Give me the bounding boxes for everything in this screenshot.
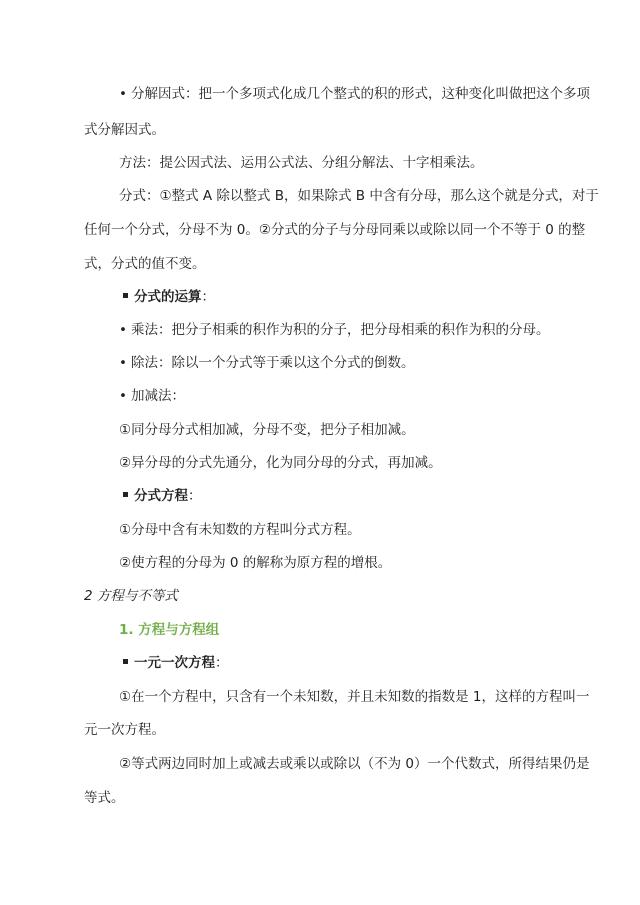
heading-fraction-operations: 分式的运算： xyxy=(123,287,215,307)
linear-equation-rule-2-line1: ②等式两边同时加上或减去或乘以或除以（不为 0）一个代数式，所得结果仍是 xyxy=(119,756,590,772)
heading-linear-equation: 一元一次方程： xyxy=(123,653,229,673)
fraction-paragraph-line3: 式，分式的值不变。 xyxy=(84,256,206,272)
division-item: • 除法：除以一个分式等于乘以这个分式的倒数。 xyxy=(119,355,415,371)
fraction-paragraph-line2: 任何一个分式，分母不为 0。②分式的分子与分母同乘以或除以同一个不等于 0 的整 xyxy=(84,222,586,238)
fraction-equation-rule-1: ①分母中含有未知数的方程叫分式方程。 xyxy=(119,522,361,538)
square-bullet-icon xyxy=(123,659,128,664)
bullet-icon: • xyxy=(119,86,127,102)
subsection-heading-equations: 1. 方程与方程组 xyxy=(119,622,220,638)
bullet-icon: • xyxy=(119,355,127,371)
multiplication-item: • 乘法：把分子相乘的积作为积的分子，把分母相乘的积作为积的分母。 xyxy=(119,322,550,338)
square-bullet-icon xyxy=(123,293,128,298)
linear-equation-rule-1-line1: ①在一个方程中，只含有一个未知数，并且未知数的指数是 1，这样的方程叫一 xyxy=(119,689,590,705)
factorization-paragraph-line1: • 分解因式：把一个多项式化成几个整式的积的形式，这种变化叫做把这个多项 xyxy=(119,86,590,102)
fraction-paragraph-line1: 分式：①整式 A 除以整式 B，如果除式 B 中含有分母，那么这个就是分式，对于 xyxy=(119,188,599,204)
addition-rule-1: ①同分母分式相加减，分母不变，把分子相加减。 xyxy=(119,422,415,438)
bullet-icon: • xyxy=(119,388,127,404)
section-heading-equations-inequalities: 2 方程与不等式 xyxy=(84,588,178,604)
fraction-equation-rule-2: ②使方程的分母为 0 的解称为原方程的增根。 xyxy=(119,555,392,571)
bullet-icon: • xyxy=(119,322,127,338)
method-paragraph: 方法：提公因式法、运用公式法、分组分解法、十字相乘法。 xyxy=(119,155,484,171)
addition-item: • 加减法： xyxy=(119,388,185,404)
heading-fraction-equation: 分式方程： xyxy=(123,486,202,506)
linear-equation-rule-2-line2: 等式。 xyxy=(84,790,125,806)
factorization-paragraph-line2: 式分解因式。 xyxy=(84,122,165,138)
linear-equation-rule-1-line2: 元一次方程。 xyxy=(84,722,165,738)
addition-rule-2: ②异分母的分式先通分，化为同分母的分式，再加减。 xyxy=(119,455,442,471)
square-bullet-icon xyxy=(123,492,128,497)
